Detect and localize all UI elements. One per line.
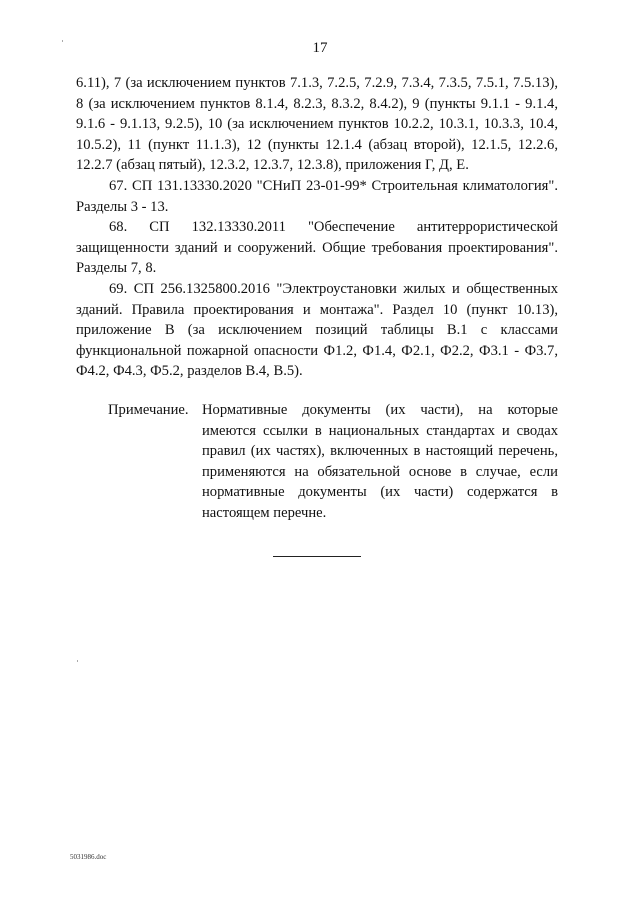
scan-speck: [77, 660, 78, 662]
document-body: [76, 73, 558, 382]
scan-speck: [62, 40, 63, 42]
footer-file-code: 5031986.doc: [70, 853, 107, 861]
paragraph-item-67: 67. СП 131.13330.2020 "СНиП 23-01-99* Строительная климатология". Разделы 3 - 13.: [76, 177, 558, 215]
note-label: Примечание.: [108, 402, 189, 418]
note-block: [108, 400, 558, 524]
paragraph-item-69: 69. СП 256.1325800.2016 "Электроустановки жилых и общественных зданий. Правила проектирования и монтажа". Раздел 10 (пункт 10.13), приложение В (за исключением позиций таблицы В.1 с классами функциональной пожарной опасности Ф1.2, Ф1.4, Ф2.1, Ф2.2, Ф3.1 - Ф3.7, Ф4.2, Ф4.3, Ф5.2, разделов В.4, В.5).: [76, 280, 558, 380]
note-text: Нормативные документы (их части), на которые имеются ссылки в национальных стандартах и сводах правил (их частях), включенных в настоящий перечень, применяются на обязательной основе в случае, если нормативные документы (их части) содержатся в настоящем перечне.: [202, 402, 558, 521]
end-divider: [273, 556, 361, 557]
paragraph-continuation: 6.11), 7 (за исключением пунктов 7.1.3, 7.2.5, 7.2.9, 7.3.4, 7.3.5, 7.5.1, 7.5.13), 8 (за исключением пунктов 8.1.4, 8.2.3, 8.3.2, 8.4.2), 9 (пункты 9.1.1 - 9.1.4, 9.1.6 - 9.1.13, 9.2.5), 10 (за исключением пунктов 10.2.2, 10.3.1, 10.3.3, 10.4, 10.5.2), 11 (пункт 11.1.3), 12 (пункты 12.1.4 (абзац второй), 12.1.5, 12.2.6, 12.2.7 (абзац пятый), 12.3.2, 12.3.7, 12.3.8), приложения Г, Д, Е.: [76, 75, 558, 174]
page-number: 17: [312, 40, 328, 56]
paragraph-item-68: 68. СП 132.13330.2011 "Обеспечение антитеррористической защищенности зданий и сооружений. Общие требования проектирования". Разделы 7, 8.: [76, 219, 558, 277]
